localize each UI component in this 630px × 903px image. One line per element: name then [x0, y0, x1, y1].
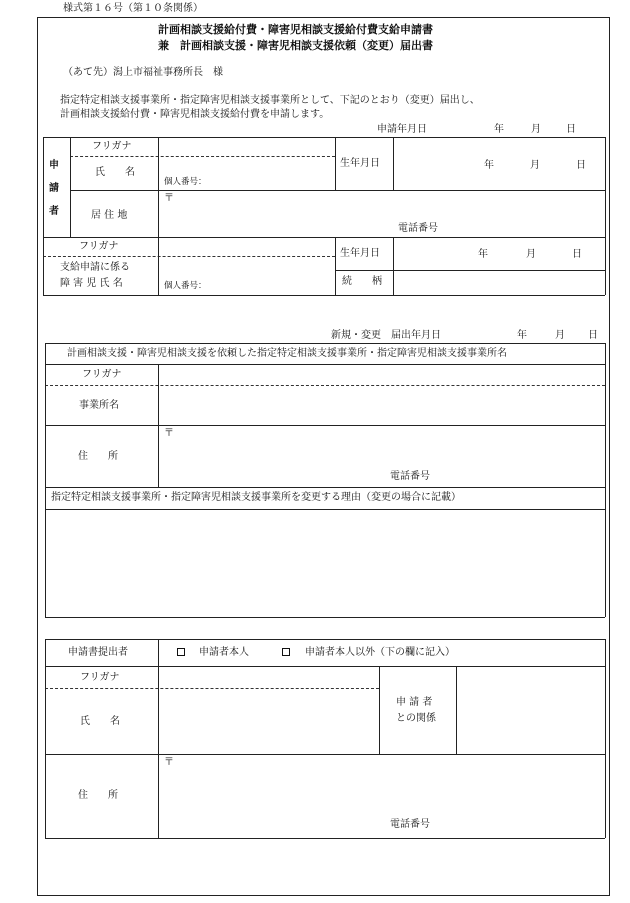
applicant-side-label-2: 請: [49, 183, 59, 194]
addressee: （あて先）潟上市福祉事務所長 様: [63, 67, 223, 78]
child-label-line2: 障 害 児 氏 名: [60, 278, 123, 289]
child-birth-year: 年: [478, 249, 488, 260]
submitter-other-checkbox[interactable]: [282, 648, 290, 656]
submitter-furigana-label: フリガナ: [80, 672, 120, 683]
title-line2: 兼 計画相談支援・障害児相談支援依頼（変更）届出書: [158, 39, 433, 52]
child-label-line1: 支給申請に係る: [60, 262, 130, 273]
submitter-relation-line1: 申 請 者: [396, 697, 433, 708]
child-birth-day: 日: [572, 249, 582, 260]
applicant-phone-label: 電話番号: [398, 223, 438, 234]
submitter-self-option: 申請者本人: [199, 647, 249, 658]
notification-date-month: 月: [555, 330, 565, 341]
applicant-birth-day: 日: [576, 160, 586, 171]
submitter-name-label: 氏 名: [80, 716, 120, 727]
office-phone-label: 電話番号: [390, 471, 430, 482]
submitter-relation-line2: との関係: [396, 713, 436, 724]
submitter-other-option: 申請者本人以外（下の欄に記入）: [305, 647, 455, 658]
application-date-day: 日: [566, 124, 576, 135]
notification-date-day: 日: [588, 330, 598, 341]
submitter-label: 申請書提出者: [68, 647, 128, 658]
intro-line2: 計画相談支援給付費・障害児相談支援給付費を申請します。: [60, 109, 330, 120]
application-date-month: 月: [531, 124, 541, 135]
office-address-label: 住 所: [78, 451, 118, 462]
form-number: 様式第１６号（第１０条関係）: [63, 3, 203, 14]
applicant-address-label: 居 住 地: [91, 210, 128, 221]
submitter-postal-mark: 〒: [164, 757, 174, 768]
notification-date-label: 新規・変更 届出年月日: [331, 330, 441, 341]
application-date-year: 年: [494, 124, 504, 135]
child-birthdate-label: 生年月日: [340, 248, 380, 259]
change-reason-header: 指定特定相談支援事業所・指定障害児相談支援事業所を変更する理由（変更の場合に記載）: [51, 492, 461, 503]
applicant-birthdate-label: 生年月日: [340, 158, 380, 169]
applicant-postal-mark: 〒: [164, 193, 174, 204]
applicant-personal-number-label: 個人番号：: [164, 177, 207, 187]
applicant-birth-month: 月: [530, 160, 540, 171]
notification-date-year: 年: [517, 330, 527, 341]
child-birth-month: 月: [526, 249, 536, 260]
office-header: 計画相談支援・障害児相談支援を依頼した指定特定相談支援事業所・指定障害児相談支援事業所名: [67, 348, 507, 359]
office-postal-mark: 〒: [164, 428, 174, 439]
intro-line1: 指定特定相談支援事業所・指定障害児相談支援事業所として、下記のとおり（変更）届出し、: [60, 95, 480, 106]
child-relationship-label: 続 柄: [342, 276, 382, 287]
applicant-furigana-label: フリガナ: [92, 141, 132, 152]
applicant-side-label-1: 申: [49, 160, 59, 171]
submitter-address-label: 住 所: [78, 790, 118, 801]
office-furigana-label: フリガナ: [82, 369, 122, 380]
application-date-label: 申請年月日: [377, 124, 427, 135]
applicant-birth-year: 年: [484, 160, 494, 171]
applicant-name-label: 氏 名: [95, 167, 135, 178]
applicant-side-label-3: 者: [49, 206, 59, 217]
submitter-phone-label: 電話番号: [390, 819, 430, 830]
child-furigana-label: フリガナ: [79, 241, 119, 252]
office-name-label: 事業所名: [79, 400, 119, 411]
child-personal-number-label: 個人番号：: [164, 281, 207, 291]
title-line1: 計画相談支援給付費・障害児相談支援給付費支給申請書: [158, 23, 433, 36]
submitter-self-checkbox[interactable]: [177, 648, 185, 656]
